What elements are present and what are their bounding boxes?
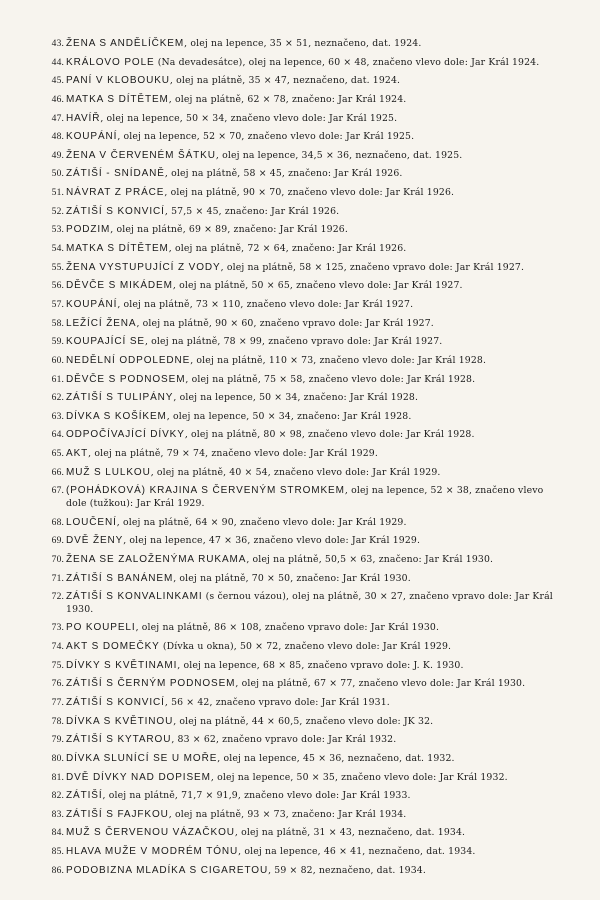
entry-title: ŽENA VYSTUPUJÍCÍ Z VODY xyxy=(66,261,221,273)
catalog-entry xyxy=(0,485,600,510)
entry-details: , olej na lepence, 68 × 85, značeno vpravo dole: J. K. 1930. xyxy=(177,659,464,671)
entry-details: , 56 × 42, značeno vpravo dole: Jar Král 1931. xyxy=(164,696,390,708)
entry-title: ŽENA SE ZALOŽENÝMA RUKAMA xyxy=(66,553,247,565)
entry-details: , olej na plátně, 62 × 78, značeno: Jar Král 1924. xyxy=(168,93,407,105)
catalog-entry xyxy=(0,150,600,163)
entry-title: AKT xyxy=(66,448,89,460)
entry-title: DÍVKA S KVĚTINOU xyxy=(66,715,174,727)
entry-details: , olej na lepence, 50 × 34, značeno: Jar Král 1928. xyxy=(166,410,412,422)
entry-number: 48. xyxy=(51,132,64,143)
entry-number: 79. xyxy=(51,735,64,746)
entry-details: , 57,5 × 45, značeno: Jar Král 1926. xyxy=(164,205,340,217)
catalog-entry xyxy=(0,187,600,200)
entry-title: HAVÍŘ xyxy=(66,112,101,124)
entry-title: PODOBIZNA MLADÍKA S CIGARETOU xyxy=(66,864,269,876)
entry-number: 53. xyxy=(51,225,64,236)
entry-details: , olej na lepence, 45 × 36, neznačeno, dat. 1932. xyxy=(217,752,455,764)
entry-details: , 59 × 82, neznačeno, dat. 1934. xyxy=(268,864,426,876)
entry-details: , olej na plátně, 86 × 108, značeno vpravo dole: Jar Král 1930. xyxy=(135,622,440,634)
entry-number: 68. xyxy=(51,517,64,528)
entry-number: 60. xyxy=(51,355,64,366)
entry-details: , olej na plátně, 40 × 54, značeno vlevo dole: Jar Král 1929. xyxy=(150,466,441,478)
catalog-entry xyxy=(0,392,600,405)
entry-number: 43. xyxy=(51,39,64,49)
entry-number: 54. xyxy=(51,244,64,255)
catalog-entry xyxy=(0,57,600,70)
artwork-catalog-list xyxy=(0,38,600,877)
entry-details: , olej na plátně, 78 × 99, značeno vpravo dole: Jar Král 1927. xyxy=(144,336,443,348)
entry-title: ŽENA V ČERVENÉM ŠÁTKU xyxy=(66,149,216,161)
entry-title: ZÁTIŠÍ S FAJFKOU xyxy=(66,808,169,820)
entry-details: , olej na plátně, 71,7 × 91,9, značeno vlevo dole: Jar Král 1933. xyxy=(102,790,411,802)
entry-number: 52. xyxy=(51,206,64,217)
catalog-entry xyxy=(0,355,600,368)
entry-details: , olej na plátně, 79 × 74, značeno vlevo dole: Jar Král 1929. xyxy=(88,448,378,460)
entry-details: , olej na lepence, 35 × 51, neznačeno, dat. 1924. xyxy=(184,38,422,49)
entry-number: 55. xyxy=(51,262,64,273)
catalog-entry xyxy=(0,262,600,275)
catalog-entry xyxy=(0,411,600,424)
entry-details: , olej na plátně, 58 × 45, značeno: Jar Král 1926. xyxy=(164,168,403,180)
entry-details: (s černou vázou), olej na plátně, 30 × 27, značeno vpravo dole: Jar Král 1930. xyxy=(66,591,553,615)
entry-title: PANÍ V KLOBOUKU xyxy=(66,75,170,87)
entry-number: 58. xyxy=(51,318,64,329)
catalog-entry xyxy=(0,660,600,673)
entry-details: , olej na plátně, 69 × 89, značeno: Jar Král 1926. xyxy=(110,224,348,236)
entry-details: , olej na lepence, 50 × 34, značeno: Jar Král 1928. xyxy=(173,392,419,404)
entry-details: , olej na lepence, 52 × 38, značeno vlevo dole (tužkou): Jar Král 1929. xyxy=(66,485,544,509)
entry-details: , olej na plátně, 64 × 90, značeno vlevo dole: Jar Král 1929. xyxy=(116,516,407,528)
catalog-entry xyxy=(0,641,600,654)
entry-details: , 83 × 62, značeno vpravo dole: Jar Král 1932. xyxy=(171,734,397,746)
entry-title: PO KOUPELI xyxy=(66,622,136,634)
entry-details: , olej na lepence, 46 × 41, neznačeno, dat. 1934. xyxy=(238,846,476,858)
entry-title: PODZIM xyxy=(66,224,111,236)
catalog-entry xyxy=(0,554,600,567)
catalog-entry xyxy=(0,299,600,312)
entry-title: ZÁTIŠÍ S TULIPÁNY xyxy=(66,392,174,404)
entry-number: 63. xyxy=(51,411,64,422)
catalog-entry xyxy=(0,678,600,691)
catalog-entry xyxy=(0,535,600,548)
catalog-entry xyxy=(0,113,600,126)
entry-number: 86. xyxy=(51,865,64,876)
entry-title: KRÁLOVO POLE xyxy=(66,56,155,68)
entry-title: ZÁTIŠÍ S ČERNÝM PODNOSEM xyxy=(66,678,236,690)
catalog-entry xyxy=(0,168,600,181)
entry-details: , olej na plátně, 35 × 47, neznačeno, dat. 1924. xyxy=(169,75,401,87)
entry-title: MATKA S DÍTĚTEM xyxy=(66,93,169,105)
catalog-entry xyxy=(0,131,600,144)
entry-details: , olej na plátně, 90 × 70, značeno vlevo dole: Jar Král 1926. xyxy=(164,187,455,199)
entry-number: 44. xyxy=(51,57,64,68)
catalog-entry xyxy=(0,374,600,387)
entry-details: , olej na plátně, 67 × 77, značeno vlevo dole: Jar Král 1930. xyxy=(235,678,526,690)
catalog-entry xyxy=(0,734,600,747)
entry-number: 45. xyxy=(51,76,64,87)
entry-title: ZÁTIŠÍ S BANÁNEM xyxy=(66,572,174,584)
entry-number: 50. xyxy=(51,169,64,180)
catalog-entry xyxy=(0,75,600,88)
entry-title: NÁVRAT Z PRÁCE xyxy=(66,187,165,199)
entry-details: , olej na lepence, 52 × 70, značeno vlevo dole: Jar Král 1925. xyxy=(117,131,415,143)
entry-number: 69. xyxy=(51,536,64,547)
entry-title: DÍVKY S KVĚTINAMI xyxy=(66,659,178,671)
entry-title: ZÁTIŠÍ - SNÍDANĚ xyxy=(66,168,165,180)
entry-number: 75. xyxy=(51,660,64,671)
entry-details: , olej na plátně, 73 × 110, značeno vlevo dole: Jar Král 1927. xyxy=(117,298,414,310)
entry-details: , olej na plátně, 75 × 58, značeno vlevo dole: Jar Král 1928. xyxy=(185,373,476,385)
entry-title: ZÁTIŠÍ xyxy=(66,790,103,802)
entry-details: , olej na lepence, 50 × 34, značeno vlevo dole: Jar Král 1925. xyxy=(100,112,398,124)
entry-number: 82. xyxy=(51,791,64,802)
entry-number: 67. xyxy=(51,486,64,497)
entry-details: , olej na plátně, 90 × 60, značeno vpravo dole: Jar Král 1927. xyxy=(136,317,434,329)
entry-title: ZÁTIŠÍ S KONVICÍ xyxy=(66,696,165,708)
entry-number: 74. xyxy=(51,642,64,653)
entry-title: (POHÁDKOVÁ) KRAJINA S ČERVENÝM STROMKEM xyxy=(66,485,345,497)
entry-number: 56. xyxy=(51,281,64,292)
entry-title: DVĚ ŽENY xyxy=(66,535,124,547)
entry-title: NEDĚLNÍ ODPOLEDNE xyxy=(66,354,191,366)
catalog-entry xyxy=(0,573,600,586)
entry-number: 64. xyxy=(51,430,64,441)
entry-details: , olej na plátně, 58 × 125, značeno vpravo dole: Jar Král 1927. xyxy=(220,261,525,273)
catalog-entry xyxy=(0,753,600,766)
catalog-entry xyxy=(0,429,600,442)
entry-number: 51. xyxy=(51,188,64,199)
entry-number: 59. xyxy=(51,337,64,348)
entry-title: ŽENA S ANDĚLÍČKEM xyxy=(66,38,185,49)
entry-title: HLAVA MUŽE V MODRÉM TÓNU xyxy=(66,846,239,858)
entry-details: , olej na plátně, 44 × 60,5, značeno vlevo dole: JK 32. xyxy=(173,715,434,727)
entry-title: MUŽ S ČERVENOU VÁZAČKOU xyxy=(66,827,235,839)
entry-number: 49. xyxy=(51,150,64,161)
entry-number: 78. xyxy=(51,716,64,727)
catalog-entry xyxy=(0,697,600,710)
catalog-entry xyxy=(0,280,600,293)
entry-number: 81. xyxy=(51,772,64,783)
entry-title: DÍVKA SLUNÍCÍ SE U MOŘE xyxy=(66,752,218,764)
catalog-entry xyxy=(0,243,600,256)
entry-title: LOUČENÍ xyxy=(66,516,117,528)
entry-number: 80. xyxy=(51,753,64,764)
entry-details: , olej na lepence, 34,5 × 36, neznačeno, dat. 1925. xyxy=(215,149,463,161)
entry-details: , olej na plátně, 50,5 × 63, značeno: Jar Král 1930. xyxy=(246,553,494,565)
catalog-entry xyxy=(0,94,600,107)
entry-number: 72. xyxy=(51,592,64,603)
entry-title: MUŽ S LULKOU xyxy=(66,466,151,478)
catalog-entry xyxy=(0,809,600,822)
catalog-entry xyxy=(0,790,600,803)
entry-number: 57. xyxy=(51,299,64,310)
entry-title: ZÁTIŠÍ S KONVICÍ xyxy=(66,205,165,217)
entry-title: AKT S DOMEČKY xyxy=(66,641,160,653)
catalog-entry xyxy=(0,38,600,51)
entry-details: , olej na lepence, 50 × 35, značeno vlevo dole: Jar Král 1932. xyxy=(210,771,508,783)
entry-number: 70. xyxy=(51,554,64,565)
entry-number: 73. xyxy=(51,623,64,634)
entry-number: 76. xyxy=(51,679,64,690)
entry-title: DÍVKA S KOŠÍKEM xyxy=(66,410,167,422)
catalog-entry xyxy=(0,448,600,461)
catalog-entry xyxy=(0,224,600,237)
entry-details: , olej na plátně, 70 × 50, značeno: Jar Král 1930. xyxy=(173,572,411,584)
entry-title: DVĚ DÍVKY NAD DOPISEM xyxy=(66,771,211,783)
entry-title: DĚVČE S PODNOSEM xyxy=(66,373,186,385)
entry-number: 85. xyxy=(51,847,64,858)
entry-title: KOUPAJÍCÍ SE xyxy=(66,336,145,348)
entry-number: 77. xyxy=(51,697,64,708)
entry-number: 65. xyxy=(51,449,64,460)
entry-title: KOUPÁNÍ xyxy=(66,131,118,143)
catalog-entry xyxy=(0,591,600,616)
entry-title: DĚVČE S MIKÁDEM xyxy=(66,280,173,292)
catalog-entry xyxy=(0,716,600,729)
catalog-entry xyxy=(0,517,600,530)
catalog-entry xyxy=(0,467,600,480)
entry-details: , olej na lepence, 47 × 36, značeno vlevo dole: Jar Král 1929. xyxy=(123,535,421,547)
entry-details: , olej na plátně, 110 × 73, značeno vlevo dole: Jar Král 1928. xyxy=(190,354,487,366)
entry-number: 61. xyxy=(51,374,64,385)
catalog-entry xyxy=(0,318,600,331)
catalog-entry xyxy=(0,827,600,840)
entry-number: 71. xyxy=(51,573,64,584)
catalog-entry xyxy=(0,846,600,859)
entry-details: , olej na plátně, 80 × 98, značeno vlevo dole: Jar Král 1928. xyxy=(184,429,475,441)
catalog-entry xyxy=(0,865,600,878)
entry-title: ZÁTIŠÍ S KONVALINKAMI xyxy=(66,591,203,603)
catalog-entry xyxy=(0,336,600,349)
entry-details: , olej na plátně, 93 × 73, značeno: Jar Král 1934. xyxy=(168,808,407,820)
entry-title: LEŽÍCÍ ŽENA xyxy=(66,317,137,329)
entry-number: 66. xyxy=(51,467,64,478)
entry-number: 84. xyxy=(51,828,64,839)
catalog-entry xyxy=(0,206,600,219)
entry-number: 62. xyxy=(51,393,64,404)
catalog-entry xyxy=(0,622,600,635)
entry-details: (Na devadesátce), olej na lepence, 60 × 48, značeno vlevo dole: Jar Král 1924. xyxy=(154,56,540,68)
entry-title: MATKA S DÍTĚTEM xyxy=(66,243,169,255)
entry-details: , olej na plátně, 50 × 65, značeno vlevo dole: Jar Král 1927. xyxy=(172,280,463,292)
entry-title: ODPOČÍVAJÍCÍ DÍVKY xyxy=(66,429,185,441)
entry-number: 83. xyxy=(51,809,64,820)
catalog-entry xyxy=(0,772,600,785)
entry-title: ZÁTIŠÍ S KYTAROU xyxy=(66,734,172,746)
entry-details: , olej na plátně, 31 × 43, neznačeno, dat. 1934. xyxy=(234,827,466,839)
entry-details: , olej na plátně, 72 × 64, značeno: Jar Král 1926. xyxy=(168,243,407,255)
entry-number: 47. xyxy=(51,113,64,124)
entry-title: KOUPÁNÍ xyxy=(66,298,118,310)
entry-details: (Dívka u okna), 50 × 72, značeno vlevo dole: Jar Král 1929. xyxy=(159,641,452,653)
entry-number: 46. xyxy=(51,94,64,105)
